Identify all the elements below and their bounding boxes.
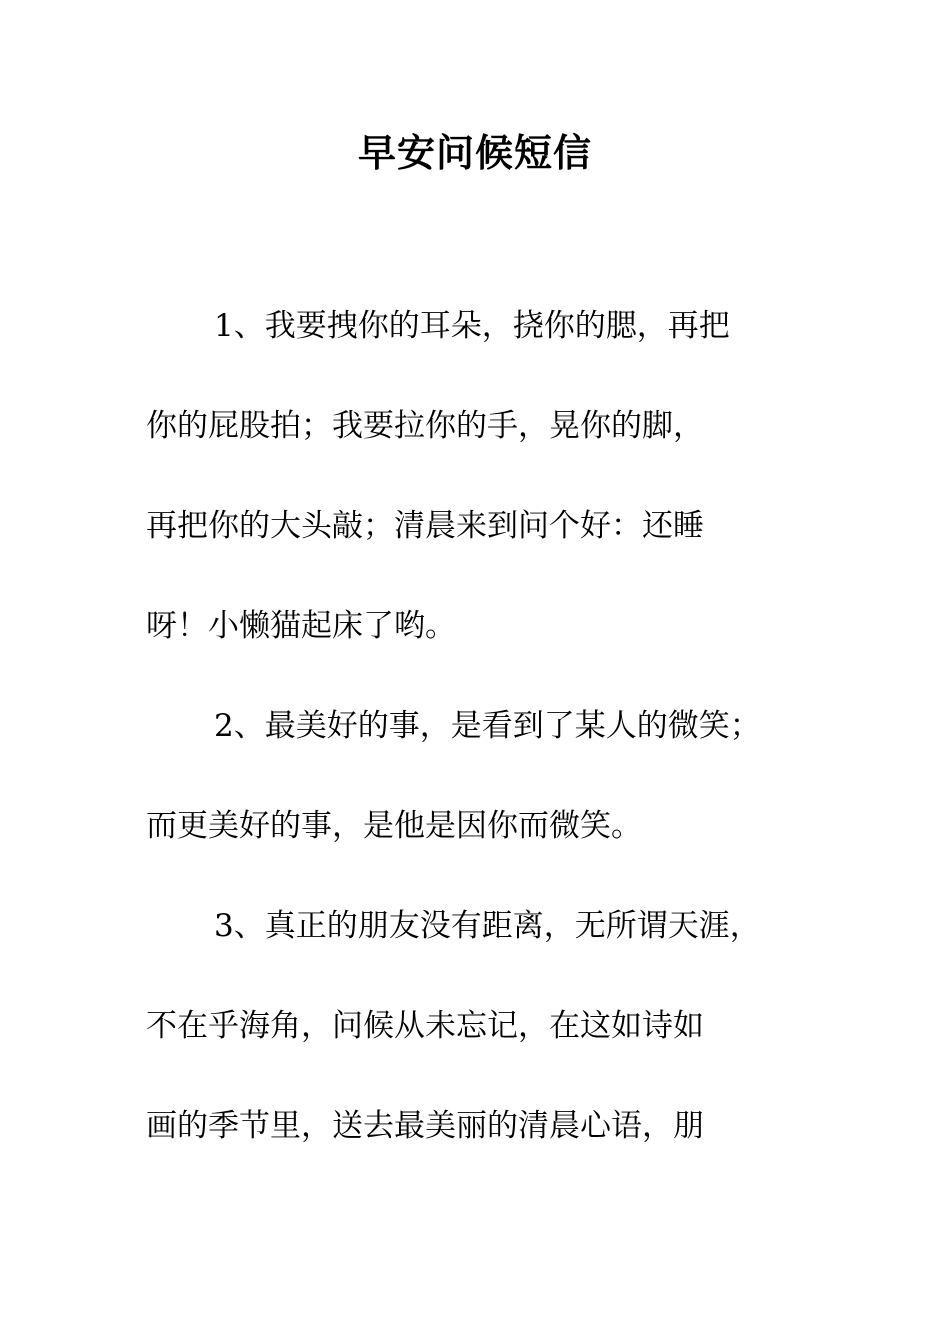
- text-line: 再把你的大头敲；清晨来到问个好：还睡: [146, 508, 704, 544]
- text-line: 3、真正的朋友没有距离，无所谓天涯，: [214, 908, 761, 944]
- text-line: 呀！小懒猫起床了哟。: [146, 608, 456, 644]
- document-body: [146, 296, 846, 1196]
- text-line: 1、我要拽你的耳朵，挠你的腮，再把: [214, 308, 730, 344]
- text-line: 而更美好的事，是他是因你而微笑。: [146, 808, 642, 844]
- document-title: 早安问候短信: [357, 130, 592, 175]
- text-line: 2、最美好的事，是看到了某人的微笑；: [214, 708, 761, 744]
- text-line: 你的屁股拍；我要拉你的手，晃你的脚，: [146, 408, 704, 444]
- text-line: 不在乎海角，问候从未忘记，在这如诗如: [146, 1008, 704, 1044]
- text-line: 画的季节里，送去最美丽的清晨心语，朋: [146, 1108, 704, 1144]
